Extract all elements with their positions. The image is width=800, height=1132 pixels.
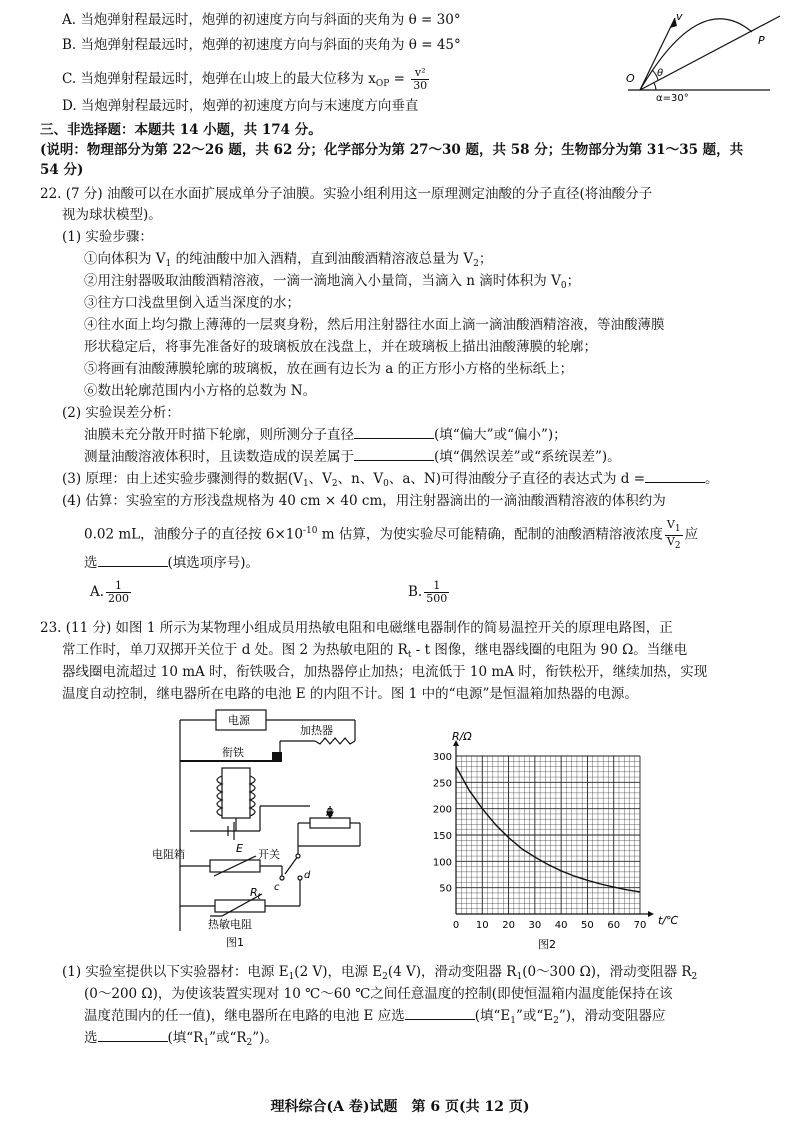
x-tick-label: 0 bbox=[452, 920, 460, 931]
rheostat-r bbox=[310, 818, 350, 828]
q23-part1-c: 温度范围内的任一值)，继电器所在电路的电池 E 应选 (填“$E_1$”或“$E_2$”)，滑动变阻器应 bbox=[84, 1008, 666, 1026]
option-c: C. 当炮弹射程最远时，炮弹在山坡上的最大位移为 $x_{OP}$ = $\frac{\text{v²}}{30}$ bbox=[62, 66, 428, 92]
label-armature: 衔铁 bbox=[222, 746, 244, 759]
chart-series bbox=[456, 767, 640, 892]
x-tick-label: 60 bbox=[607, 920, 621, 931]
option-a: A. 当炮弹射程最远时，炮弹的初速度方向与斜面的夹角为 θ = 30° bbox=[62, 12, 461, 28]
answer-blank-error2[interactable] bbox=[354, 460, 434, 461]
q22-part4-c: 选 (填选项序号)。 bbox=[84, 555, 260, 571]
y-tick-label: 300 bbox=[432, 752, 452, 763]
q22-step1: ①向体积为 $V_1$ 的纯油酸中加入酒精，直到油酸酒精溶液总量为 $V_2$； bbox=[84, 251, 493, 269]
figure1-caption: 图1 bbox=[226, 936, 244, 949]
label-heater: 加热器 bbox=[300, 724, 333, 737]
q22-step5: ⑤将画有油酸薄膜轮廓的玻璃板，放在画有边长为 a 的正方形小方格的坐标纸上； bbox=[84, 361, 574, 377]
q22-step3: ③往方口浅盘里倒入适当深度的水； bbox=[84, 295, 300, 311]
section-note-1: (说明：物理部分为第 22～26 题，共 62 分；化学部分为第 27～30 题，共 58 分；生物部分为第 31～35 题，共 bbox=[40, 142, 744, 158]
x-tick-label: 30 bbox=[528, 920, 542, 931]
q22-stem-1: 22. (7 分) 油酸可以在水面扩展成单分子油膜。实验小组利用这一原理测定油酸的分子直径(将油酸分子 bbox=[40, 186, 653, 202]
answer-blank-rheostat[interactable] bbox=[98, 1041, 168, 1042]
q23-stem-1: 23. (11 分) 如图 1 所示为某物理小组成员用热敏电阻和电磁继电器制作的简易温控开关的原理电路图，正 bbox=[40, 620, 673, 636]
label-v: v bbox=[676, 10, 683, 23]
q22-option-a: A. $\frac{1}{200}$ bbox=[90, 579, 130, 605]
label-rt: $R_t$ bbox=[250, 886, 261, 901]
heater-resistor bbox=[315, 738, 355, 744]
q23-stem-4: 温度自动控制，继电器所在电路的电池 E 的内阻不计。图 1 中的“电源”是恒温箱加热器的电源。 bbox=[62, 686, 638, 702]
label-p: P bbox=[758, 34, 765, 47]
q22-part4-a: (4) 估算：实验室的方形浅盘规格为 40 cm × 40 cm，用注射器滴出的一滴油酸酒精溶液的体积约为 bbox=[62, 493, 666, 509]
label-d: d bbox=[304, 870, 311, 881]
label-switch: 开关 bbox=[258, 848, 280, 861]
q23-part1-d: 选 (填“$R_1$”或“$R_2$”)。 bbox=[84, 1030, 278, 1048]
chart-ticks bbox=[433, 752, 646, 931]
y-tick-label: 150 bbox=[432, 831, 452, 842]
q22-step2: ②用注射器吸取油酸酒精溶液，一滴一滴地滴入小量筒，当滴入 n 滴时体积为 $V_0$； bbox=[84, 273, 581, 291]
answer-blank-d[interactable] bbox=[645, 482, 705, 483]
q22-step4-a: ④往水面上均匀撒上薄薄的一层爽身粉，然后用注射器往水面上滴一滴油酸酒精溶液，等油酸薄膜 bbox=[84, 317, 665, 333]
answer-blank-battery[interactable] bbox=[405, 1019, 475, 1020]
switch-blade bbox=[285, 856, 298, 874]
x-tick-label: 50 bbox=[581, 920, 594, 931]
q22-step4-b: 形状稳定后，将事先准备好的玻璃板放在浅盘上，并在玻璃板上描出油酸薄膜的轮廓； bbox=[84, 339, 597, 355]
label-alpha: α=30° bbox=[656, 93, 689, 103]
q22-part4-b: 0.02 mL，油酸分子的直径按 $6\times 10^{-10}$ m 估算，为使实验尽可能精确，配制的油酸酒精溶液浓度 $\frac{V_1}{V_2}$ 应 bbox=[84, 517, 699, 551]
label-r: R bbox=[326, 806, 334, 819]
q22-part2: (2) 实验误差分析： bbox=[62, 405, 180, 421]
q23-part1-a: (1) 实验室提供以下实验器材：电源 $E_1(2$ V)，电源 $E_2(4$ V)，滑动变阻器 $R_1(0\sim 300$ Ω)，滑动变阻器 $R_2$ bbox=[62, 964, 698, 982]
q23-part1-b: (0～200 Ω)，为使该装置实现对 10 ℃～60 ℃之间任意温度的控制(即使恒温箱内温度能保持在该 bbox=[84, 986, 673, 1002]
q22-stem-2: 视为球状模型)。 bbox=[62, 207, 162, 223]
answer-blank-error1[interactable] bbox=[354, 438, 434, 439]
option-b: B. 当炮弹射程最远时，炮弹的初速度方向与斜面的夹角为 θ = 45° bbox=[62, 37, 461, 53]
chart-xlabel: t/℃ bbox=[658, 914, 679, 927]
page-footer: 理科综合(A 卷)试题 第 6 页(共 12 页) bbox=[270, 1099, 530, 1115]
section-title: 三、非选择题：本题共 14 小题，共 174 分。 bbox=[40, 122, 322, 138]
section-note-2: 54 分) bbox=[40, 162, 84, 178]
q22-part1: (1) 实验步骤： bbox=[62, 229, 153, 245]
chart-grid bbox=[456, 756, 640, 914]
q22-error2: 测量油酸溶液体积时，且读数造成的误差属于 (填“偶然误差”或“系统误差”)。 bbox=[84, 449, 621, 465]
concentration-fraction: $\frac{V_1}{V_2}$ bbox=[666, 517, 681, 551]
y-tick-label: 250 bbox=[432, 778, 452, 790]
option-c-fraction: $\frac{\text{v²}}{30}$ bbox=[413, 66, 428, 92]
q22-error1: 油膜未充分散开时描下轮廓，则所测分子直径 (填“偏大”或“偏小”)； bbox=[84, 427, 567, 443]
chart-ylabel: R/Ω bbox=[452, 730, 472, 743]
q22-step6: ⑥数出轮廓范围内小方格的总数为 N。 bbox=[84, 383, 317, 399]
x-tick-label: 70 bbox=[633, 920, 647, 931]
q22-option-b: B. $\frac{1}{500}$ bbox=[408, 579, 448, 605]
answer-blank-choice[interactable] bbox=[98, 566, 168, 567]
contact-block bbox=[272, 752, 282, 762]
x-tick-label: 40 bbox=[554, 920, 568, 931]
label-thermistor: 热敏电阻 bbox=[208, 918, 252, 931]
rt-chart bbox=[418, 726, 680, 956]
y-tick-label: 100 bbox=[432, 857, 452, 869]
label-o: O bbox=[626, 72, 635, 85]
q22-part3: (3) 原理：由上述实验步骤测得的数据($V_1$、$V_2$、n、$V_0$、a、N)可得油酸分子直径的表达式为 d = 。 bbox=[62, 471, 719, 489]
y-tick-label: 200 bbox=[432, 804, 452, 816]
x-tick-label: 10 bbox=[475, 920, 489, 931]
label-power: 电源 bbox=[228, 714, 250, 727]
label-e: E bbox=[236, 842, 243, 855]
incline-figure bbox=[620, 8, 790, 103]
label-theta: θ bbox=[657, 68, 664, 79]
y-tick-label: 50 bbox=[439, 883, 452, 895]
figure2-caption: 图2 bbox=[538, 938, 556, 951]
relay-core bbox=[222, 768, 250, 818]
circuit-figure bbox=[150, 706, 400, 956]
x-axis-arrow-icon bbox=[648, 911, 654, 917]
q23-stem-3: 器线圈电流超过 10 mA 时，衔铁吸合，加热器停止加热；电流低于 10 mA 时，衔铁松开，继续加热，实现 bbox=[62, 664, 708, 680]
x-tick-label: 20 bbox=[502, 920, 515, 931]
label-c: c bbox=[274, 882, 280, 893]
series-line-R_t bbox=[456, 767, 640, 892]
q23-stem-2: 常工作时，单刀双掷开关位于 d 处。图 2 为热敏电阻的 $R_t$ - t 图像，继电器线圈的电阻为 90 Ω。当继电 bbox=[62, 642, 688, 660]
option-d: D. 当炮弹射程最远时，炮弹的初速度方向与末速度方向垂直 bbox=[62, 98, 419, 114]
label-box: 电阻箱 bbox=[152, 848, 185, 861]
